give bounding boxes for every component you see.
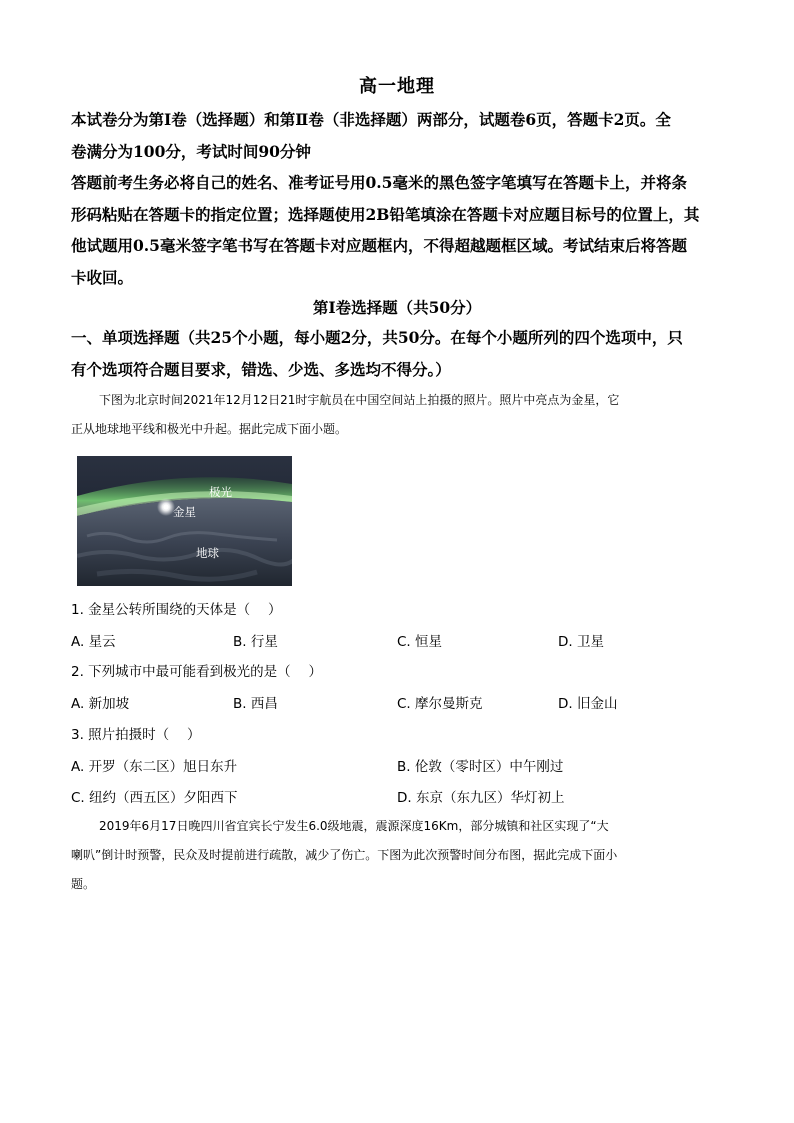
question-2-option-c: C. 摩尔曼斯克 [397,696,483,712]
section-title: 第Ⅰ卷选择题（共50分） [312,298,482,317]
instruction-line: 本试卷分为第Ⅰ卷（选择题）和第Ⅱ卷（非选择题）两部分，试题卷6页，答题卡2页。全 [71,110,671,129]
instruction-line: 卷满分为100分，考试时间90分钟 [71,141,311,161]
stem-line: 正从地球地平线和极光中升起。据此完成下面小题。 [71,422,348,436]
question-2-option-d: D. 旧金山 [558,696,618,712]
earth-label: 地球 [196,546,219,560]
question-stem-1 [71,386,723,444]
section-instructions [71,322,723,385]
exam-instructions [71,104,723,293]
question-3-option-c: C. 纽约（西五区）夕阳西下 [71,790,238,806]
instruction-line: 形码粘贴在答题卡的指定位置；选择题使用2B铅笔填涂在答题卡对应题目标号的位置上，其 [71,204,700,224]
stem-line: 题。 [71,877,96,891]
section-instruction-line: 一、单项选择题（共25个小题，每小题2分，共50分。在每个小题所列的四个选项中，只 [71,328,683,347]
section-instruction-line: 有个选项符合题目要求，错选、少选、多选均不得分。） [71,359,451,379]
question-3-option-d: D. 东京（东九区）华灯初上 [397,790,565,806]
stem-line: 2019年6月17日晚四川省宜宾长宁发生6.0级地震，震源深度16Km，部分城镇和社区实现了“大 [99,819,609,833]
aurora-photo [77,456,292,586]
page-title: 高一地理 [359,76,435,97]
instruction-line: 卡收回。 [71,267,134,287]
question-2-text: 2. 下列城市中最可能看到极光的是（ ） [71,664,322,680]
question-1-text: 1. 金星公转所围绕的天体是（ ） [71,602,282,618]
aurora-photo-graphic [77,456,292,586]
question-3-option-b: B. 伦敦（零时区）中午刚过 [397,759,564,775]
stem-line: 喇叭”倒计时预警，民众及时提前进行疏散，减少了伤亡。下图为此次预警时间分布图，据此完成下面小 [71,848,618,862]
question-3-text: 3. 照片拍摄时（ ） [71,727,201,743]
question-1-option-a: A. 星云 [71,634,116,650]
aurora-label: 极光 [209,485,232,499]
venus-label: 金星 [173,505,196,519]
question-1-option-d: D. 卫星 [558,634,604,650]
instruction-line: 他试题用0.5毫米签字笔书写在答题卡对应题框内，不得超越题框区域。考试结束后将答题 [71,236,687,255]
instruction-line: 答题前考生务必将自己的姓名、准考证号用0.5毫米的黑色签字笔填写在答题卡上，并将条 [71,173,687,192]
stem-line: 下图为北京时间2021年12月12日21时宇航员在中国空间站上拍摄的照片。照片中亮点为金星，它 [99,393,620,407]
question-1-option-c: C. 恒星 [397,634,443,650]
question-2-option-a: A. 新加坡 [71,696,130,712]
question-3-option-a: A. 开罗（东二区）旭日东升 [71,759,238,775]
question-stem-2 [71,812,723,899]
question-1-option-b: B. 行星 [233,634,278,650]
question-2-option-b: B. 西昌 [233,696,278,712]
